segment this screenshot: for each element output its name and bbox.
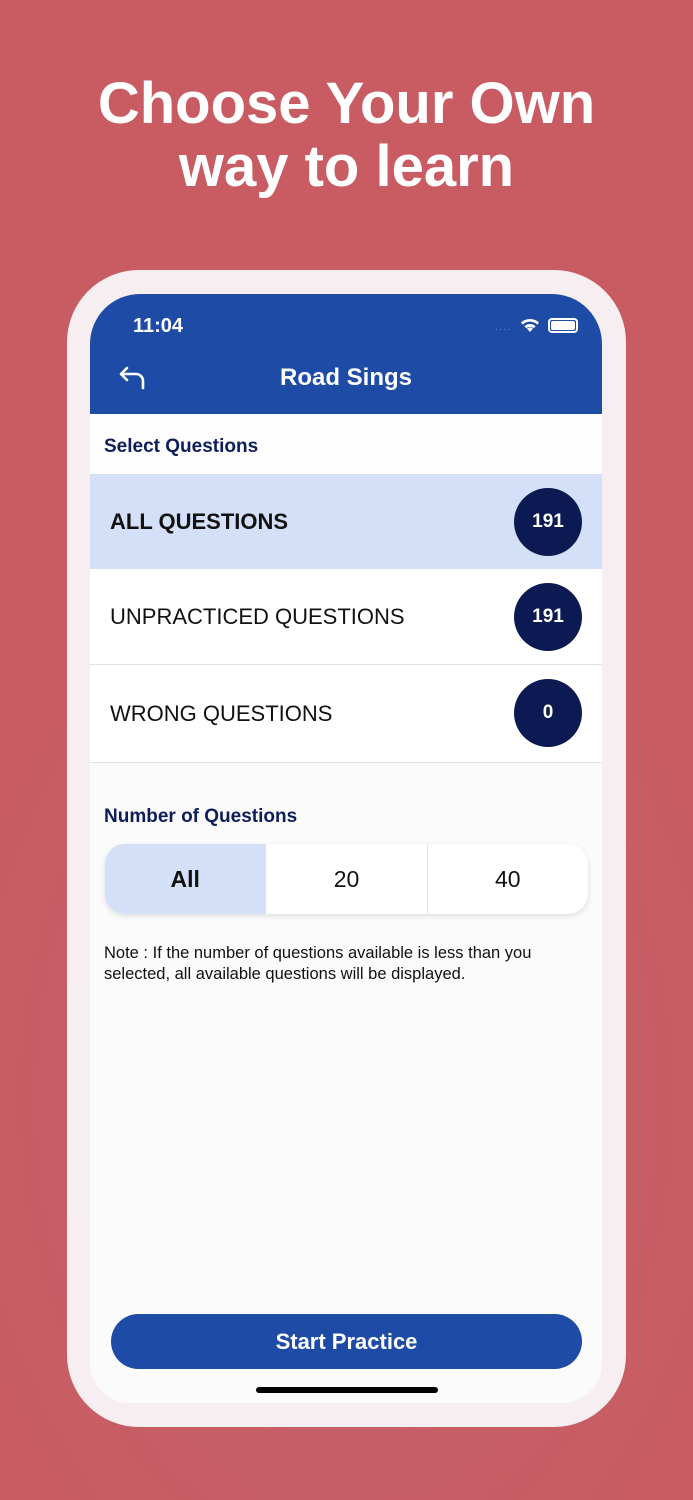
home-indicator — [256, 1387, 438, 1393]
number-of-questions-label: Number of Questions — [104, 806, 298, 827]
option-label: WRONG QUESTIONS — [110, 700, 333, 726]
headline-line-2: way to learn — [178, 134, 515, 199]
headline-line-1: Choose Your Own — [97, 71, 596, 136]
option-label: ALL QUESTIONS — [110, 508, 289, 534]
select-questions-label: Select Questions — [104, 436, 259, 457]
option-wrong-questions[interactable] — [90, 665, 602, 763]
count-badge: 191 — [514, 583, 582, 651]
status-icons — [495, 318, 578, 333]
phone-screen — [90, 294, 602, 1403]
signal-icon: .... — [494, 318, 512, 333]
start-practice-button[interactable]: Start Practice — [111, 1314, 582, 1369]
status-time: 11:04 — [133, 315, 184, 337]
app-header — [90, 294, 602, 414]
option-label: UNPRACTICED QUESTIONS — [110, 603, 405, 629]
count-badge: 0 — [514, 679, 582, 747]
option-unpracticed-questions[interactable] — [90, 569, 602, 665]
wifi-icon — [520, 318, 540, 333]
segment-20[interactable]: 20 — [265, 844, 426, 914]
segment-all[interactable]: All — [105, 844, 265, 914]
promo-headline — [0, 72, 693, 198]
page-title: Road Sings — [279, 364, 412, 391]
segment-40[interactable]: 40 — [427, 844, 588, 914]
battery-icon — [548, 318, 578, 333]
option-all-questions[interactable] — [90, 474, 602, 570]
count-badge: 191 — [514, 488, 582, 556]
question-count-selector — [105, 844, 588, 914]
note-text: Note : If the number of questions available is less than you selected, all available questions will be displayed. — [104, 944, 532, 983]
